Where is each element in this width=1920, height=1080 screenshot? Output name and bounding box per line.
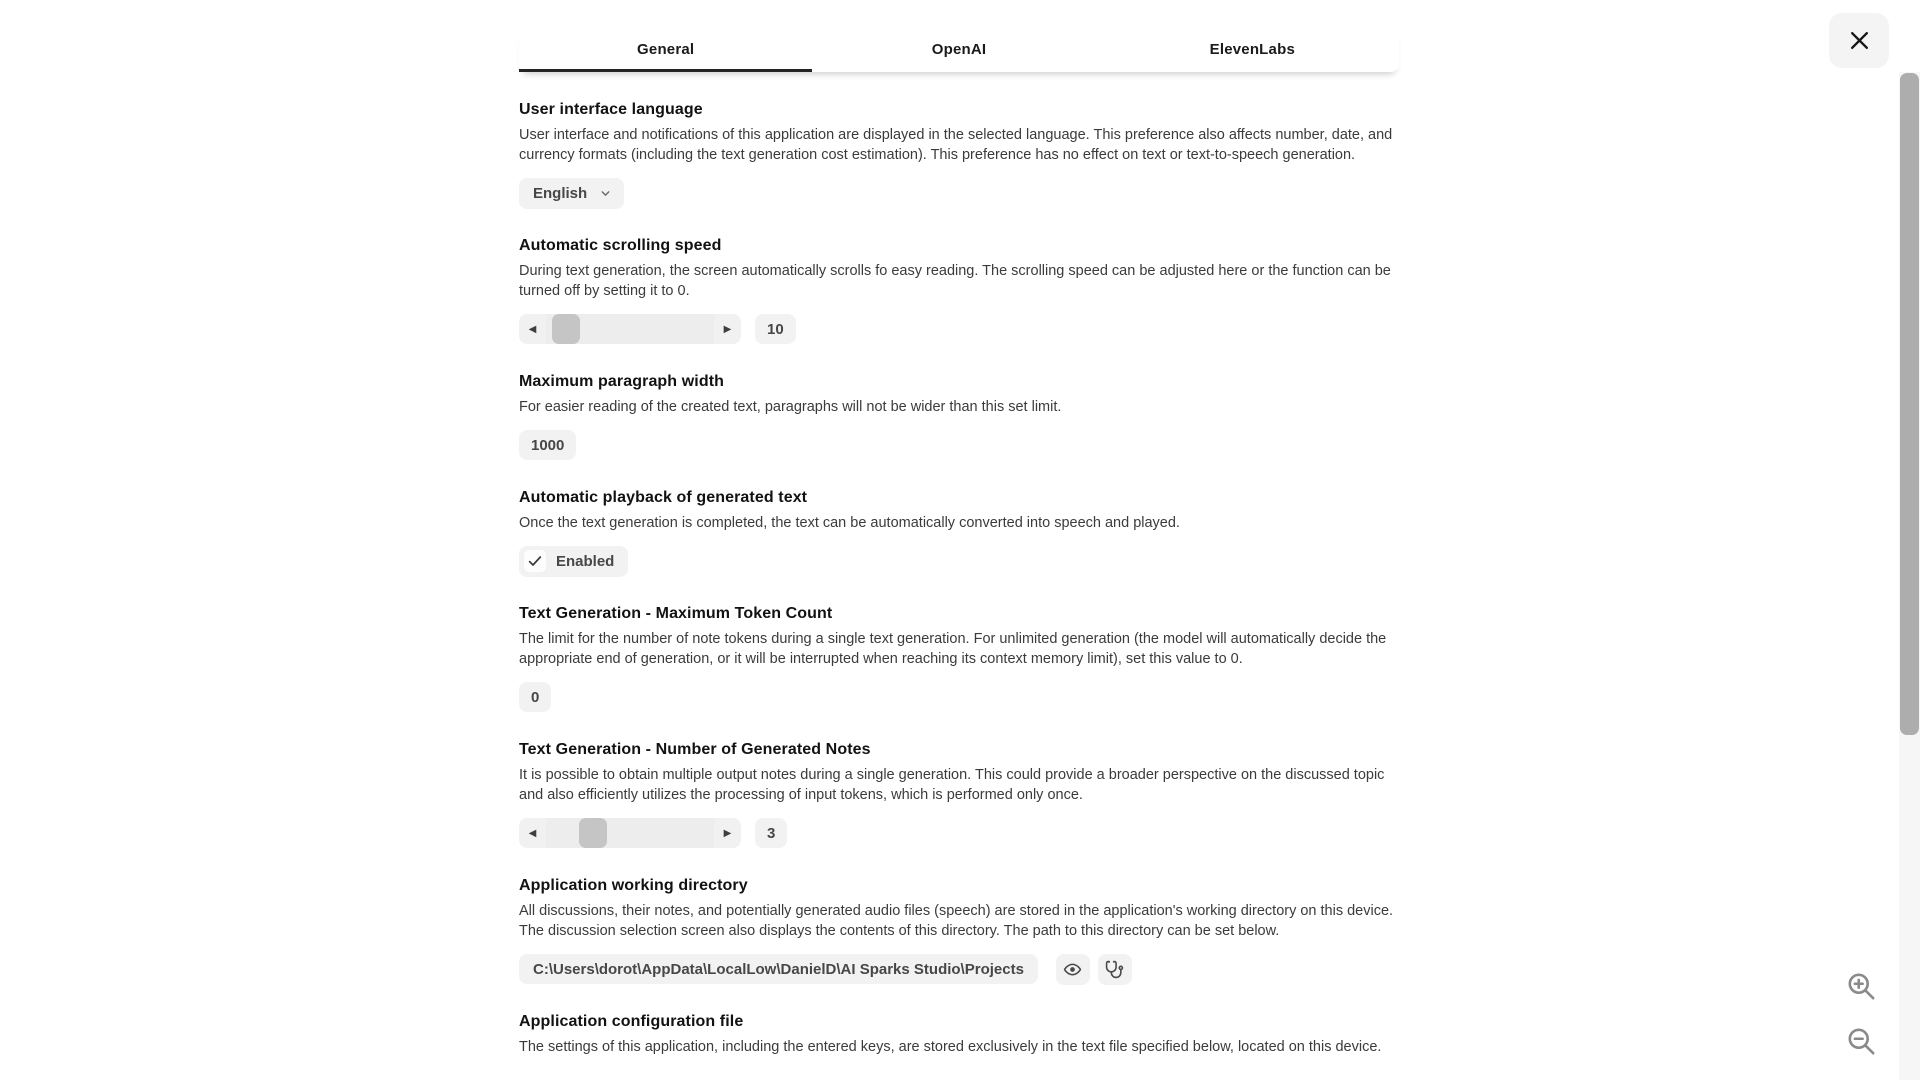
section-description: During text generation, the screen automatically scrolls fo easy reading. The scrolling speed can be adjusted here or the function can be turned off by setting it to 0. bbox=[519, 263, 1391, 299]
section-description: Once the text generation is completed, the text can be automatically converted into speech and played. bbox=[519, 515, 1180, 531]
zoom-out-button[interactable] bbox=[1843, 1023, 1879, 1059]
section-title: Maximum paragraph width bbox=[519, 373, 724, 390]
slider-track[interactable] bbox=[546, 314, 714, 344]
slider-left-arrow[interactable]: ◀ bbox=[528, 323, 537, 335]
zoom-out-icon bbox=[1845, 1025, 1878, 1058]
slider-thumb[interactable] bbox=[552, 314, 580, 344]
check-icon bbox=[527, 553, 543, 569]
section-title: User interface language bbox=[519, 101, 703, 118]
settings-panel bbox=[519, 30, 1399, 1057]
scrolling-speed-slider[interactable] bbox=[519, 314, 741, 344]
language-select-value: English bbox=[533, 184, 588, 202]
tab-openai[interactable] bbox=[812, 30, 1105, 72]
section-description: All discussions, their notes, and potentially generated audio files (speech) are stored in the application's working directory on this device. The discussion selection screen also displays the contents of this directory. The path to this directory can be set below. bbox=[519, 903, 1394, 939]
tab-openai-label: OpenAI bbox=[931, 41, 987, 58]
reveal-directory-button[interactable] bbox=[1056, 954, 1090, 985]
settings-tab-bar bbox=[519, 30, 1399, 72]
zoom-in-button[interactable] bbox=[1843, 968, 1879, 1004]
section-description: For easier reading of the created text, paragraphs will not be wider than this set limit. bbox=[519, 399, 1062, 415]
checkbox-box bbox=[524, 550, 546, 572]
section-auto-playback bbox=[519, 488, 1399, 576]
section-description: It is possible to obtain multiple output notes during a single generation. This could provide a broader perspective on the discussed topic and also efficiently utilizes the processing of input tokens, which is performed only once. bbox=[519, 767, 1385, 803]
section-paragraph-width bbox=[519, 372, 1399, 460]
slider-thumb[interactable] bbox=[579, 818, 607, 848]
autoplay-checkbox[interactable] bbox=[519, 546, 628, 577]
tab-elevenlabs-label: ElevenLabs bbox=[1209, 41, 1295, 58]
generated-notes-slider[interactable] bbox=[519, 818, 741, 848]
autoplay-checkbox-label: Enabled bbox=[556, 552, 615, 570]
section-max-tokens bbox=[519, 604, 1399, 712]
max-tokens-field[interactable]: 0 bbox=[519, 682, 551, 712]
section-title: Automatic scrolling speed bbox=[519, 237, 722, 254]
section-title: Application working directory bbox=[519, 877, 748, 894]
section-description: The limit for the number of note tokens during a single text generation. For unlimited generation (the model will automatically decide the appropriate end of generation, or it will be interrupted when reaching its context memory limit), set this value to 0. bbox=[519, 631, 1387, 667]
scrolling-speed-value[interactable]: 10 bbox=[755, 314, 796, 344]
section-scrolling-speed bbox=[519, 236, 1399, 344]
test-directory-button[interactable] bbox=[1098, 954, 1132, 985]
section-title: Application configuration file bbox=[519, 1013, 744, 1030]
vertical-scrollbar[interactable] bbox=[1899, 72, 1920, 1080]
section-title: Text Generation - Maximum Token Count bbox=[519, 605, 833, 622]
close-button[interactable] bbox=[1829, 13, 1889, 68]
tab-general[interactable] bbox=[519, 30, 812, 72]
slider-right-arrow[interactable]: ▶ bbox=[723, 323, 732, 335]
vertical-scrollbar-thumb[interactable] bbox=[1900, 73, 1919, 735]
slider-left-arrow[interactable]: ◀ bbox=[528, 827, 537, 839]
section-description: The settings of this application, including the entered keys, are stored exclusively in the text file specified below, located on this device. bbox=[519, 1039, 1382, 1055]
section-description: User interface and notifications of this application are displayed in the selected language. This preference also affects number, date, and currency formats (including the text generation cost estimation). This preference has no effect on text or text-to-speech generation. bbox=[519, 127, 1393, 163]
eye-icon bbox=[1063, 960, 1082, 979]
tab-general-label: General bbox=[637, 41, 695, 58]
section-title: Text Generation - Number of Generated Notes bbox=[519, 741, 871, 758]
section-working-directory bbox=[519, 876, 1399, 984]
section-ui-language bbox=[519, 100, 1399, 208]
working-directory-field[interactable]: C:\Users\dorot\AppData\LocalLow\DanielD\AI Sparks Studio\Projects bbox=[519, 954, 1038, 984]
paragraph-width-field[interactable]: 1000 bbox=[519, 430, 576, 460]
section-title: Automatic playback of generated text bbox=[519, 489, 808, 506]
slider-right-arrow[interactable]: ▶ bbox=[723, 827, 732, 839]
stethoscope-icon bbox=[1105, 960, 1124, 979]
zoom-in-icon bbox=[1845, 970, 1878, 1003]
section-generated-notes bbox=[519, 740, 1399, 848]
tab-elevenlabs[interactable] bbox=[1106, 30, 1399, 72]
section-configuration-file bbox=[519, 1012, 1399, 1057]
language-select[interactable] bbox=[519, 178, 624, 209]
slider-track[interactable] bbox=[546, 818, 714, 848]
close-icon bbox=[1846, 27, 1873, 54]
generated-notes-value[interactable]: 3 bbox=[755, 818, 787, 848]
chevron-down-icon bbox=[599, 187, 612, 200]
